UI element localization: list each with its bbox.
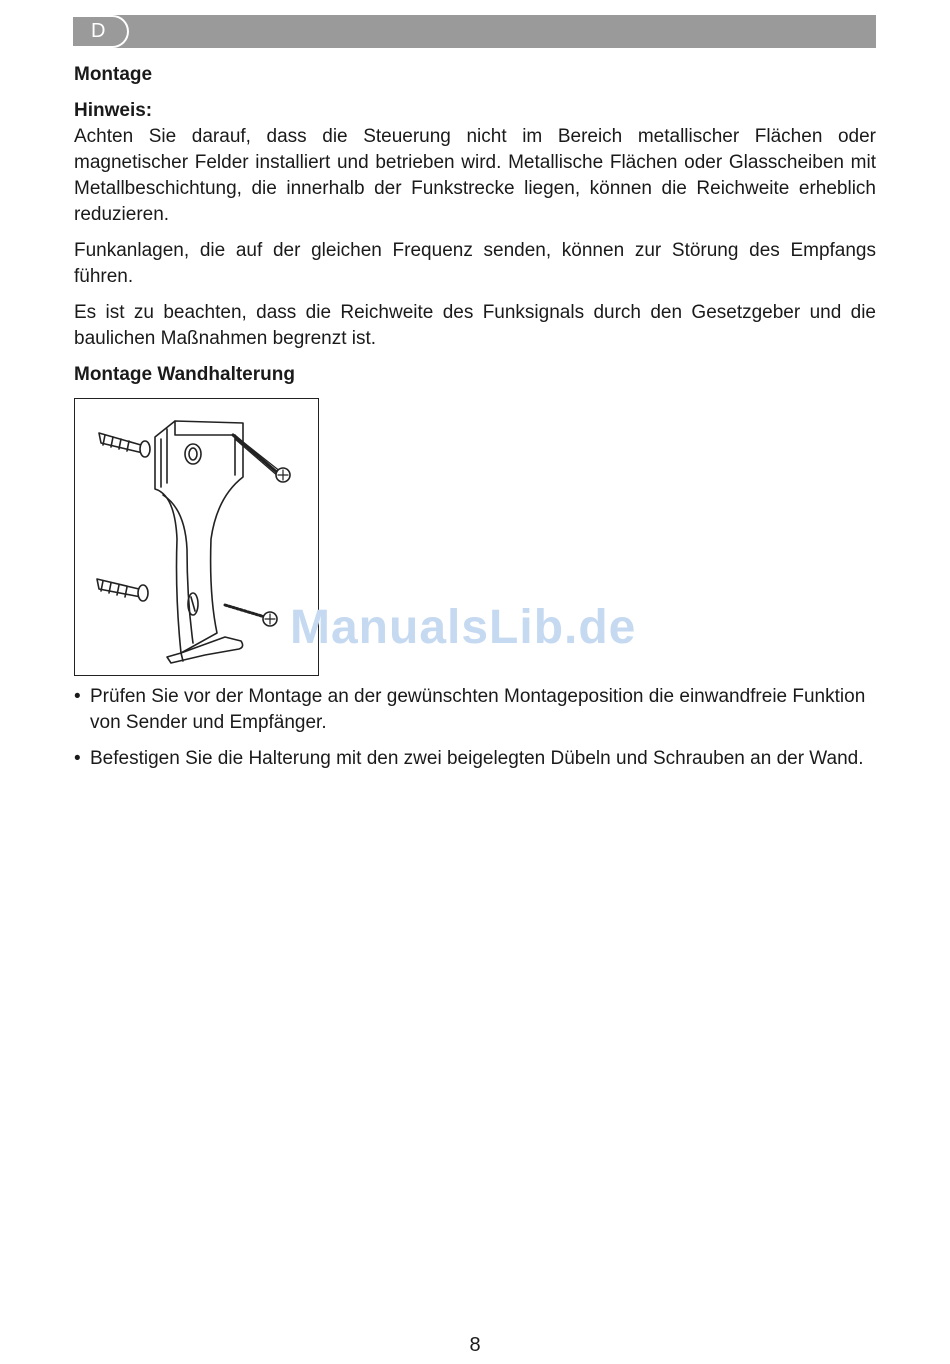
bullet-icon: • — [74, 686, 81, 707]
list-item — [74, 746, 876, 772]
language-tab: D — [73, 15, 129, 48]
hint-title: Hinweis: — [74, 100, 153, 121]
page-number: 8 — [469, 1334, 481, 1356]
list-item-text: Befestigen Sie die Halterung mit den zwei beigelegten Dübeln und Schrauben an der Wand. — [90, 748, 864, 769]
bracket-drawing — [75, 399, 320, 677]
bullet-icon: • — [74, 748, 81, 769]
paragraph-hint: Achten Sie darauf, dass die Steuerung nicht im Bereich metallischer Flächen oder magnetischer Felder installiert und betrieben wird. Metallische Flächen oder Glasscheiben mit Metallbeschichtung, die innerhalb der Funkstrecke liegen, können die Reichweite erheblich reduzieren. — [74, 126, 876, 225]
watermark: ManualsLib.de — [290, 601, 637, 654]
paragraph-frequency: Funkanlagen, die auf der gleichen Frequenz senden, können zur Störung des Empfangs führen. — [74, 240, 876, 287]
list-item-text: Prüfen Sie vor der Montage an der gewünschten Montageposition die einwandfreie Funktion von Sender und Empfänger. — [90, 686, 866, 733]
list-item — [74, 684, 876, 736]
instruction-list — [74, 684, 876, 772]
wall-mount-illustration — [74, 398, 319, 676]
header-bar — [73, 15, 876, 48]
section-title: Montage — [74, 64, 153, 85]
subsection-title: Montage Wandhalterung — [74, 364, 295, 385]
page-content — [74, 62, 876, 782]
paragraph-range: Es ist zu beachten, dass die Reichweite des Funksignals durch den Gesetzgeber und die baulichen Maßnahmen begrenzt ist. — [74, 302, 876, 349]
